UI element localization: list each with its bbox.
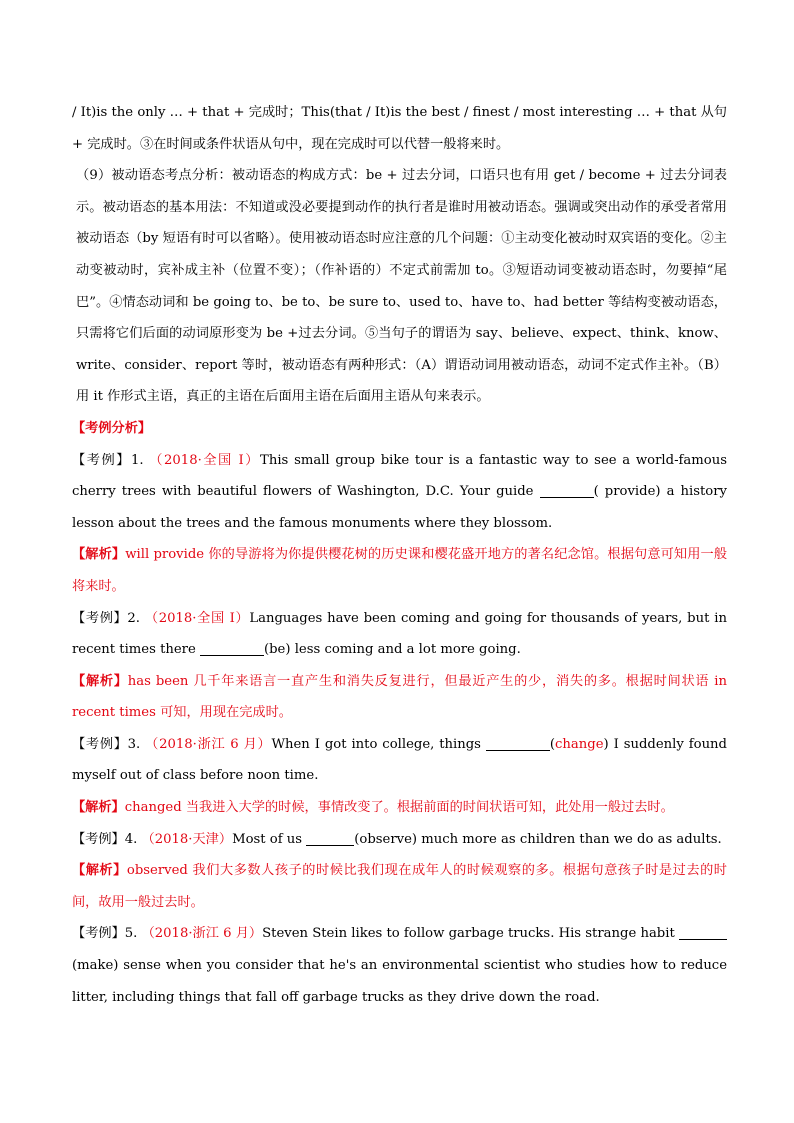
example-text-after: ( provide) a history lesson about the trees and the famous monuments where they blossom. [72,484,727,531]
answer-blank [486,735,550,751]
analysis-text: will provide 你的导游将为你提供樱花树的历史课和樱花盛开地方的著名纪念馆。根据句意可知用一般将来时。 [72,547,728,594]
example-source: （2018·浙江 6 月） [145,736,272,752]
analysis-1 [72,539,727,602]
example-1 [72,445,727,540]
analysis-label: 【解析】 [72,547,126,563]
example-source: （2018·全国 I） [144,610,250,626]
example-text-before: This small group bike tour is a fantastic way to see a world-famous cherry trees with beautiful flowers of Washington, D.C. Your guide [72,452,727,500]
example-text-before: When I got into college, things [271,736,486,752]
example-label: 【考例】2. [72,610,140,626]
example-source: （2018·全国 I） [149,452,261,468]
example-text-after: (make) sense when you consider that he's an environmental scientist who studies how to reduce litter, including things that fall off garbage trucks as they drive down the road. [72,958,727,1005]
analysis-4 [72,855,727,918]
example-text-before: Most of us [232,831,307,847]
analysis-3 [72,792,727,824]
analysis-text: changed 当我进入大学的时候，事情改变了。根据前面的时间状语可知，此处用一般过去时。 [124,800,674,816]
analysis-text: observed 我们大多数人孩子的时候比我们现在成年人的时候观察的多。根据句意孩子时是过去的时间，故用一般过去时。 [72,863,727,910]
intro-paragraph-2: （9）被动语态考点分析：被动语态的构成方式：be + 过去分词，口语只也有用 get / become + 过去分词表示。被动语态的基本用法：不知道或没必要提到动作的执行者是谁时用被动语态。强调或突出动作的承受者常用被动语态（by 短语有时可以省略）。使用被动语态时应注意的几个问题：①主动变化被动时双宾语的变化。②主动变被动时，宾补成主补（位置不变）；（作补语的）不定式前需加 to。③短语动词变被动语态时，勿要掉“尾巴”。④情态动词和 be going to、be to、be sure to、used to、have to、had better 等结构变被动语态，只需将它们后面的动词原形变为 be +过去分词。⑤当句子的谓语为 say、believe、expect、think、know、write、consider、report 等时，被动语态有两种形式：（A）谓语动词用被动语态，动词不定式作主补。（B）用 it 作形式主语，真正的主语在后面用主语在后面用主语从句来表示。 [76,168,727,405]
analysis-label: 【解析】 [72,673,128,689]
example-text-before: Languages have been coming and going for thousands of years, but in recent times there [72,610,727,658]
section-heading: 【考例分析】 [72,420,152,436]
example-2 [72,603,727,666]
analysis-label: 【解析】 [72,800,125,816]
example-hint: change [555,736,604,752]
example-4 [72,824,727,856]
answer-blank [306,830,354,846]
example-5 [72,918,727,1013]
analysis-label: 【解析】 [72,863,127,879]
example-label: 【考例】3. [72,736,141,752]
analysis-2 [72,666,727,729]
answer-blank [200,640,264,656]
example-label: 【考例】4. [72,831,138,847]
answer-blank [540,482,594,498]
answer-blank [679,924,727,940]
example-source: （2018·浙江 6 月） [141,926,263,942]
example-source: （2018·天津） [141,831,233,847]
analysis-text: has been 几千年来语言一直产生和消失反复进行，但最近产生的少，消失的多。根据时间状语 in recent times 可知，用现在完成时。 [72,673,728,721]
intro-paragraph-1: / It)is the only … + that + 完成时；This(that / It)is the best / finest / most interesting … + that 从句 + 完成时。③在时间或条件状语从句中，现在完成时可以代替一般将来时。 [72,105,727,152]
example-text-after: I suddenly found myself out of class before noon time. [72,736,727,784]
example-label: 【考例】5. [72,926,138,942]
example-text-before: Steven Stein likes to follow garbage trucks. His strange habit [262,926,679,942]
example-3: 【考例】3. （2018·浙江 6 月）When I got into college, things (change) I suddenly found myself out of class before noon time. [72,736,727,784]
page-content [72,97,727,1013]
example-label: 【考例】1. [72,452,144,468]
example-text-after: (be) less coming and a lot more going. [263,642,521,658]
example-text-after: (observe) much more as children than we do as adults. [354,831,722,847]
